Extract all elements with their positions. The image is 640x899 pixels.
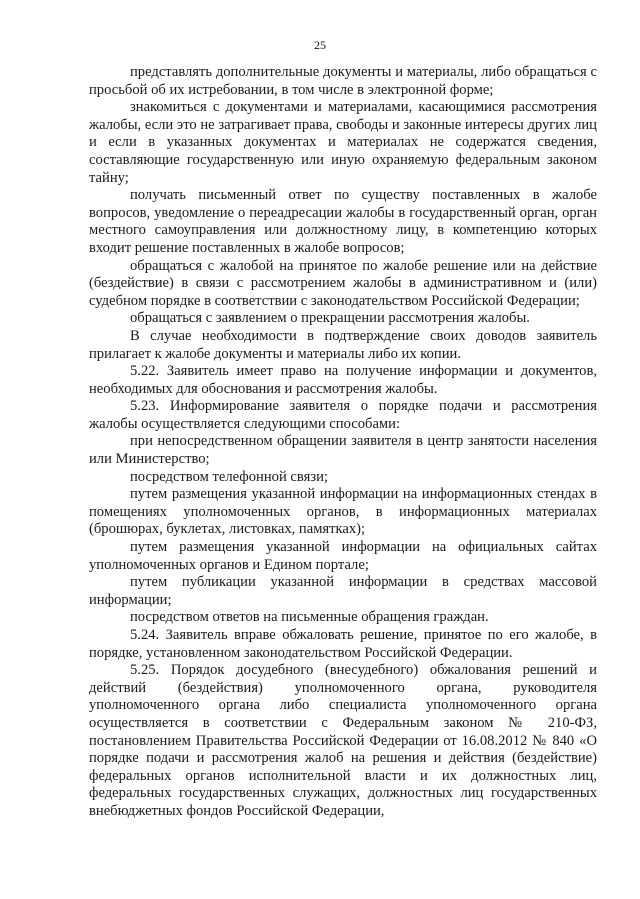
paragraph: обращаться с жалобой на принятое по жалобе решение или на действие (бездействие) в связи с рассмотрением жалобы в административном и (или) судебном порядке в соответствии с законодательством Российской Федерации; <box>89 257 597 309</box>
paragraph: получать письменный ответ по существу поставленных в жалобе вопросов, уведомление о переадресации жалобы в государственный орган, орган местного самоуправления или должностному лицу, в компетенцию которых входит решение поставленных в жалобе вопросов; <box>89 187 597 256</box>
paragraph: представлять дополнительные документы и материалы, либо обращаться с просьбой об их истребовании, в том числе в электронной форме; <box>89 64 597 98</box>
paragraph: 5.23. Информирование заявителя о порядке подачи и рассмотрения жалобы осуществляется следующими способами: <box>89 398 597 432</box>
paragraph: 5.25. Порядок досудебного (внесудебного) обжалования решений и действий (бездействия) уполномоченного органа, руководителя уполномоченного органа либо специалиста уполномоченного органа осуществляется в соответствии с Федеральным законом № 210-ФЗ, постановлением Правительства Российской Федерации от 16.08.2012 № 840 «О порядке подачи и рассмотрения жалоб на решения и действия (бездействие) федеральных органов исполнительной власти и их должностных лиц, федеральных государственных служащих, должностных лиц государственных внебюджетных фондов Российской Федерации, <box>89 662 597 819</box>
document-body <box>89 64 597 821</box>
paragraph: при непосредственном обращении заявителя в центр занятости населения или Министерство; <box>89 433 597 468</box>
paragraph: посредством телефонной связи; <box>130 468 328 485</box>
paragraph: 5.22. Заявитель имеет право на получение информации и документов, необходимых для обоснования и рассмотрения жалобы. <box>89 363 597 397</box>
paragraph: В случае необходимости в подтверждение своих доводов заявитель прилагает к жалобе документы и материалы либо их копии. <box>89 327 597 362</box>
paragraph: путем размещения указанной информации на информационных стендах в помещениях уполномоченных органов, в информационных материалах (брошюрах, буклетах, листовках, памятках); <box>89 486 597 538</box>
paragraph: обращаться с заявлением о прекращении рассмотрения жалобы. <box>130 310 530 327</box>
paragraph: 5.24. Заявитель вправе обжаловать решение, принятое по его жалобе, в порядке, установленном законодательством Российской Федерации. <box>89 627 597 661</box>
paragraph: посредством ответов на письменные обращения граждан. <box>130 609 489 626</box>
paragraph: путем публикации указанной информации в средствах массовой информации; <box>89 574 597 608</box>
paragraph: путем размещения указанной информации на официальных сайтах уполномоченных органов и Едином портале; <box>89 539 597 573</box>
paragraph: знакомиться с документами и материалами, касающимися рассмотрения жалобы, если это не затрагивает права, свободы и законные интересы других лиц и если в указанных документах и материалах не содержатся сведения, составляющие государственную или иную охраняемую федеральным законом тайну; <box>89 99 597 186</box>
page-number: 25 <box>314 38 326 52</box>
